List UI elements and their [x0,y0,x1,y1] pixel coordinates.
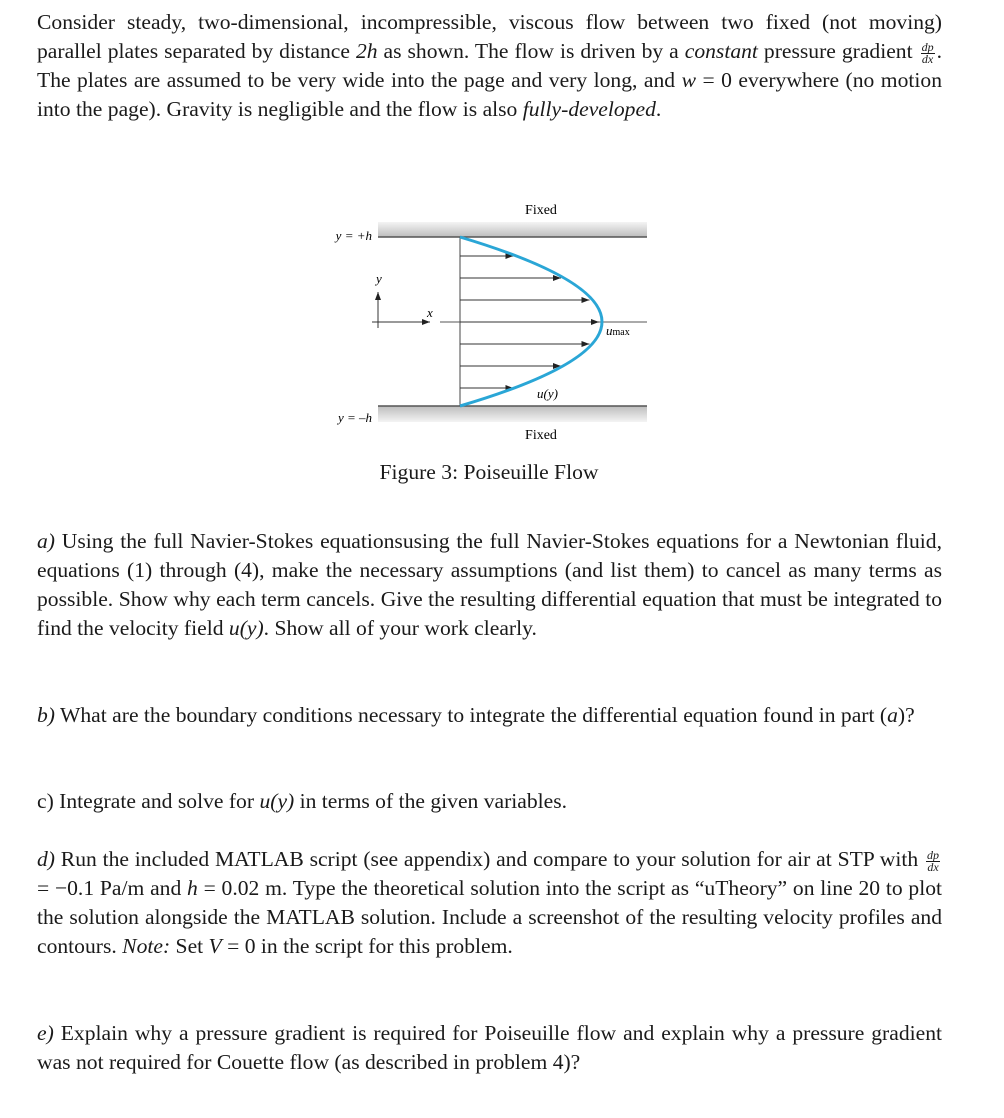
label: e) [37,1021,54,1045]
math: h [187,876,198,900]
numerator: dp [921,39,934,54]
numerator: dp [927,847,939,862]
question-d [37,845,942,961]
text: Explain why a pressure gradient is required for Poiseuille flow and explain why a pressure gradient was not required for Couette flow (as described in problem 4)? [37,1021,942,1074]
umax-label: umax [606,323,630,338]
y-top-label: y = +h [335,228,372,243]
text: pressure gradient [757,39,919,63]
text: = −0.1 Pa/m and [37,876,188,900]
denominator: dx [921,51,934,66]
math: w [681,68,696,92]
question-b [37,701,942,730]
label: c) [37,789,54,813]
text: Set [170,934,209,958]
velocity-arrows [460,256,599,388]
text: as shown. The flow is driven by a [377,39,685,63]
text: )? [897,703,915,727]
question-e [37,1019,942,1077]
bottom-plate-label: Fixed [525,428,557,443]
math: a [887,703,898,727]
text: What are the boundary conditions necessary to integrate the differential equation found in part ( [55,703,888,727]
y-bottom-label: y = –h [337,410,372,425]
top-plate [378,222,647,237]
label: b) [37,703,55,727]
text: . Show all of your work clearly. [263,616,537,640]
text: Consider steady, two-dimensional, incompressible, viscous flow between two fixed (not moving) parallel plates separated by distance [37,10,942,63]
text: = 0.02 m. Type the theoretical solution into the script as “uTheory” on line 20 to plot the solution alongside the MATLAB solution. Include a screenshot of the resulting velocity profiles and contours. [37,876,942,958]
math: u(y) [259,789,295,813]
label: d) [37,847,55,871]
text: = 0 everywhere (no motion into the page). Gravity is negligible and the flow is also [37,68,942,121]
y-axis-label: y [376,271,382,286]
question-c [37,787,942,816]
label: a) [37,529,55,553]
text: in terms of the given variables. [294,789,568,813]
text: . [655,97,662,121]
x-axis-label: x [427,305,433,320]
text: = 0 in the script for this problem. [221,934,513,958]
text: Run the included MATLAB script (see appendix) and compare to your solution for air at STP with [55,847,924,871]
poiseuille-figure [0,0,1004,460]
text: Integrate and solve for [53,789,260,813]
emphasis: constant [684,39,758,63]
u-of-y-label: u(y) [537,386,558,401]
denominator: dx [927,859,939,874]
math: 2h [355,39,378,63]
bottom-plate [378,406,647,422]
math: u(y) [228,616,264,640]
text: Using the full Navier-Stokes equationsusing the full Navier-Stokes equations for a Newtonian fluid, equations (1) through (4), make the necessary assumptions (and list them) to cancel as many terms as possible. Show why each term cancels. Give the resulting differential equation that must be integrated to find the velocity field [37,529,942,640]
top-plate-label: Fixed [525,203,557,218]
question-a [37,527,942,643]
math: V [208,934,222,958]
text: . The plates are assumed to be very wide into the page and very long, and [37,39,942,92]
emphasis: fully-developed [522,97,656,121]
dp-dx-fraction [926,847,940,874]
figure-caption: Figure 3: Poiseuille Flow [379,460,599,484]
note-label: Note: [122,934,171,958]
